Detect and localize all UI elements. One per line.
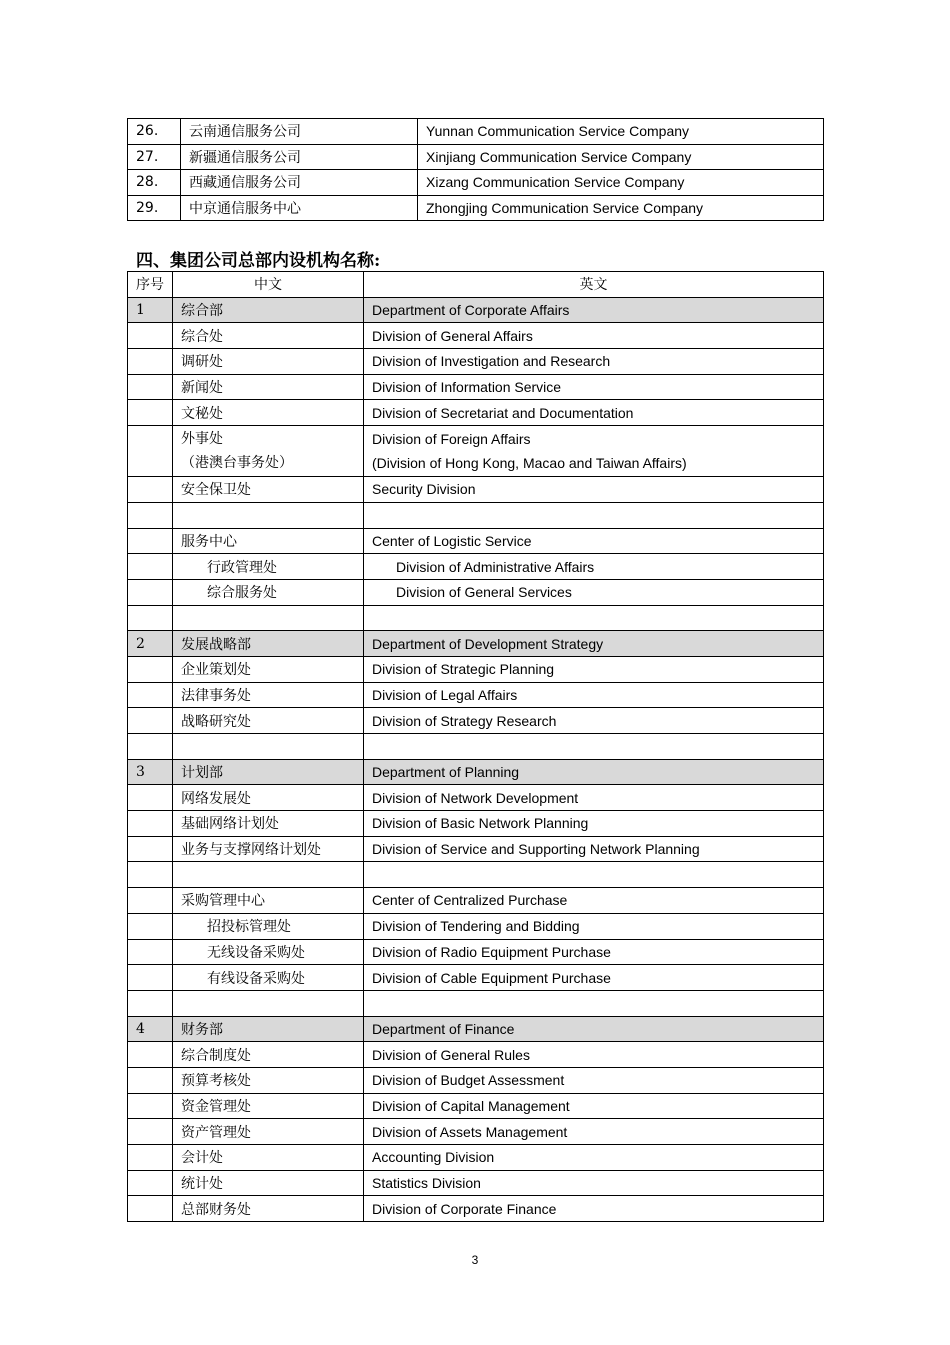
english-name: Department of Finance — [364, 1016, 824, 1042]
chinese-name: 文秘处 — [173, 400, 364, 426]
english-name: Division of General Rules — [364, 1042, 824, 1068]
row-number — [128, 1093, 173, 1119]
english-name: Division of Assets Management — [364, 1119, 824, 1145]
english-name: Xinjiang Communication Service Company — [418, 144, 824, 170]
table-header-row — [128, 272, 824, 298]
english-name: Division of Investigation and Research — [364, 349, 824, 375]
english-name: Division of Secretariat and Documentation — [364, 400, 824, 426]
english-name: Accounting Division — [364, 1145, 824, 1171]
row-number — [128, 1042, 173, 1068]
header-chinese: 中文 — [173, 272, 364, 298]
table-row — [128, 1145, 824, 1171]
english-name: Division of Network Development — [364, 785, 824, 811]
english-name — [364, 605, 824, 631]
chinese-name: 综合服务处 — [173, 579, 364, 605]
english-name: Division of Information Service — [364, 374, 824, 400]
empty-row — [128, 734, 824, 760]
table-row — [128, 965, 824, 991]
english-name: Department of Corporate Affairs — [364, 297, 824, 323]
table-row — [128, 426, 824, 477]
chinese-name — [173, 990, 364, 1016]
chinese-name: 预算考核处 — [173, 1067, 364, 1093]
english-name: Division of Legal Affairs — [364, 682, 824, 708]
english-name: Division of Cable Equipment Purchase — [364, 965, 824, 991]
chinese-name: 发展战略部 — [173, 631, 364, 657]
row-number — [128, 1196, 173, 1222]
chinese-name: 无线设备采购处 — [173, 939, 364, 965]
english-name: Department of Planning — [364, 759, 824, 785]
english-name: Center of Logistic Service — [364, 528, 824, 554]
english-name: Division of Strategic Planning — [364, 656, 824, 682]
empty-row — [128, 605, 824, 631]
english-name-line: Division of Foreign Affairs — [372, 431, 531, 448]
row-number: 4 — [128, 1016, 173, 1042]
chinese-name — [173, 862, 364, 888]
english-name: Zhongjing Communication Service Company — [418, 195, 824, 221]
header-number: 序号 — [128, 272, 173, 298]
english-name: Division of Corporate Finance — [364, 1196, 824, 1222]
row-number — [128, 502, 173, 528]
english-name: Xizang Communication Service Company — [418, 170, 824, 196]
english-name: Division of Tendering and Bidding — [364, 913, 824, 939]
row-number — [128, 811, 173, 837]
row-number — [128, 682, 173, 708]
chinese-name — [173, 502, 364, 528]
english-name: Division of General Affairs — [364, 323, 824, 349]
table-row — [128, 349, 824, 375]
table-row — [128, 682, 824, 708]
english-name: Division of Administrative Affairs — [364, 554, 824, 580]
table-row — [128, 1170, 824, 1196]
chinese-name: 新闻处 — [173, 374, 364, 400]
english-name — [364, 990, 824, 1016]
chinese-name-line: 外事处 — [181, 431, 223, 448]
chinese-name: 统计处 — [173, 1170, 364, 1196]
row-number — [128, 939, 173, 965]
department-row — [128, 759, 824, 785]
row-number — [128, 349, 173, 375]
chinese-name: 综合部 — [173, 297, 364, 323]
page-number: 3 — [471, 1253, 479, 1267]
english-name: Statistics Division — [364, 1170, 824, 1196]
chinese-name-alias: （港澳台事务处） — [181, 455, 293, 472]
row-number — [128, 862, 173, 888]
table-row — [128, 785, 824, 811]
row-number — [128, 323, 173, 349]
chinese-name: 西藏通信服务公司 — [181, 170, 418, 196]
table-row — [128, 477, 824, 503]
chinese-name: 调研处 — [173, 349, 364, 375]
table-row — [128, 1042, 824, 1068]
header-english: 英文 — [364, 272, 824, 298]
row-number: 27. — [128, 144, 181, 170]
organization-table — [127, 271, 824, 1222]
table-row — [128, 913, 824, 939]
row-number: 28. — [128, 170, 181, 196]
row-number — [128, 965, 173, 991]
table-row — [128, 119, 824, 145]
english-name: Division of Budget Assessment — [364, 1067, 824, 1093]
table-row — [128, 1093, 824, 1119]
table-row — [128, 1119, 824, 1145]
row-number: 1 — [128, 297, 173, 323]
chinese-name: 总部财务处 — [173, 1196, 364, 1222]
chinese-name: 综合处 — [173, 323, 364, 349]
row-number — [128, 477, 173, 503]
english-name: Center of Centralized Purchase — [364, 888, 824, 914]
english-name — [364, 426, 824, 477]
table-row — [128, 528, 824, 554]
department-row — [128, 297, 824, 323]
table-row — [128, 323, 824, 349]
empty-row — [128, 990, 824, 1016]
department-row — [128, 1016, 824, 1042]
chinese-name — [173, 605, 364, 631]
chinese-name: 资金管理处 — [173, 1093, 364, 1119]
row-number — [128, 656, 173, 682]
row-number — [128, 708, 173, 734]
row-number — [128, 554, 173, 580]
row-number: 26. — [128, 119, 181, 145]
row-number — [128, 785, 173, 811]
chinese-name: 战略研究处 — [173, 708, 364, 734]
english-name: Division of Strategy Research — [364, 708, 824, 734]
chinese-name: 新疆通信服务公司 — [181, 144, 418, 170]
table-row — [128, 708, 824, 734]
table-row — [128, 144, 824, 170]
row-number — [128, 913, 173, 939]
chinese-name: 云南通信服务公司 — [181, 119, 418, 145]
chinese-name: 企业策划处 — [173, 656, 364, 682]
chinese-name — [173, 734, 364, 760]
table-row — [128, 888, 824, 914]
chinese-name: 法律事务处 — [173, 682, 364, 708]
english-name: Division of Capital Management — [364, 1093, 824, 1119]
chinese-name: 计划部 — [173, 759, 364, 785]
row-number: 29. — [128, 195, 181, 221]
row-number — [128, 400, 173, 426]
row-number — [128, 1119, 173, 1145]
table-row — [128, 1196, 824, 1222]
row-number — [128, 426, 173, 477]
table-row — [128, 656, 824, 682]
chinese-name: 安全保卫处 — [173, 477, 364, 503]
chinese-name: 行政管理处 — [173, 554, 364, 580]
chinese-name: 会计处 — [173, 1145, 364, 1171]
row-number — [128, 605, 173, 631]
table-row — [128, 374, 824, 400]
empty-row — [128, 502, 824, 528]
chinese-name: 资产管理处 — [173, 1119, 364, 1145]
chinese-name: 有线设备采购处 — [173, 965, 364, 991]
english-name — [364, 862, 824, 888]
section-heading: 四、集团公司总部内设机构名称: — [136, 251, 381, 271]
row-number — [128, 888, 173, 914]
company-table — [127, 118, 824, 221]
department-row — [128, 631, 824, 657]
table-row — [128, 554, 824, 580]
table-row — [128, 195, 824, 221]
table-row — [128, 939, 824, 965]
chinese-name: 招投标管理处 — [173, 913, 364, 939]
english-name: Security Division — [364, 477, 824, 503]
empty-row — [128, 862, 824, 888]
english-name: Division of Radio Equipment Purchase — [364, 939, 824, 965]
row-number: 2 — [128, 631, 173, 657]
english-name-alias: (Division of Hong Kong, Macao and Taiwan Affairs) — [372, 455, 687, 472]
row-number — [128, 836, 173, 862]
chinese-name: 基础网络计划处 — [173, 811, 364, 837]
row-number — [128, 990, 173, 1016]
english-name: Department of Development Strategy — [364, 631, 824, 657]
table-row — [128, 400, 824, 426]
table-row — [128, 811, 824, 837]
english-name — [364, 734, 824, 760]
row-number: 3 — [128, 759, 173, 785]
row-number — [128, 1067, 173, 1093]
table-row — [128, 170, 824, 196]
chinese-name: 业务与支撑网络计划处 — [173, 836, 364, 862]
row-number — [128, 734, 173, 760]
chinese-name: 采购管理中心 — [173, 888, 364, 914]
table-row — [128, 1067, 824, 1093]
chinese-name: 中京通信服务中心 — [181, 195, 418, 221]
row-number — [128, 374, 173, 400]
english-name: Division of Service and Supporting Network Planning — [364, 836, 824, 862]
table-row — [128, 836, 824, 862]
chinese-name: 综合制度处 — [173, 1042, 364, 1068]
table-row — [128, 579, 824, 605]
row-number — [128, 1170, 173, 1196]
chinese-name: 服务中心 — [173, 528, 364, 554]
chinese-name: 网络发展处 — [173, 785, 364, 811]
row-number — [128, 1145, 173, 1171]
english-name: Division of Basic Network Planning — [364, 811, 824, 837]
chinese-name: 财务部 — [173, 1016, 364, 1042]
chinese-name — [173, 426, 364, 477]
english-name — [364, 502, 824, 528]
english-name: Yunnan Communication Service Company — [418, 119, 824, 145]
row-number — [128, 528, 173, 554]
row-number — [128, 579, 173, 605]
english-name: Division of General Services — [364, 579, 824, 605]
